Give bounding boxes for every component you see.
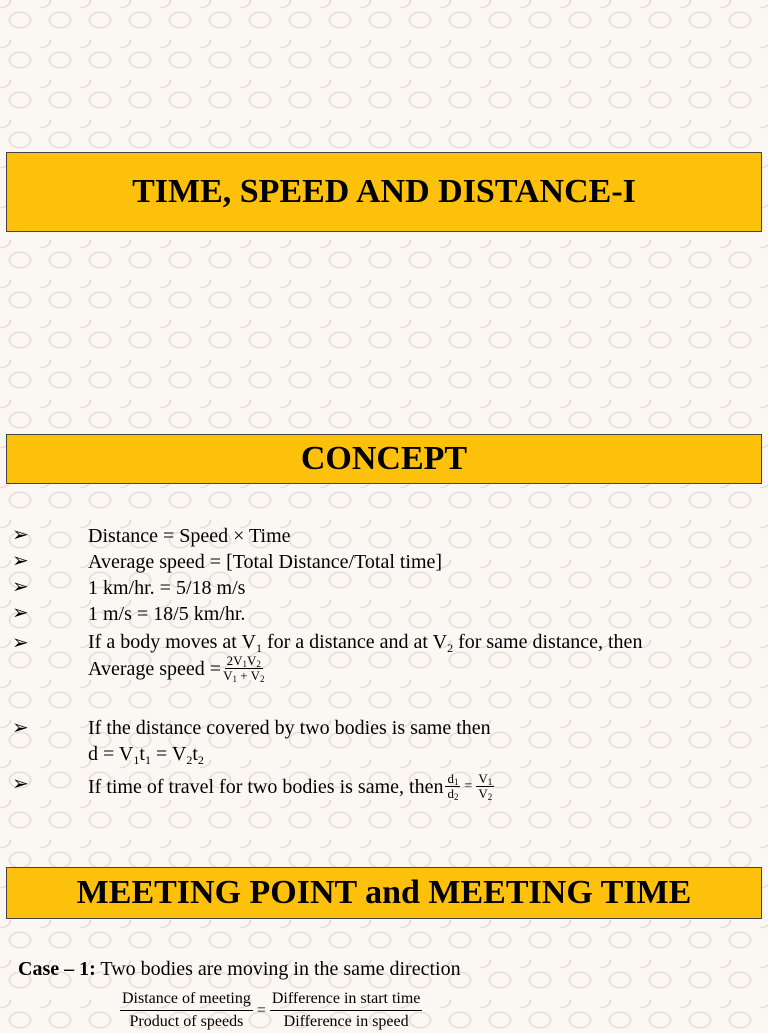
case-1-formula: $\frac{\text{Distance of meeting}}{\text{Product of speeds}}$ = $\frac{\text{Difference in start time}}{\text{Difference in speed}}$ bbox=[120, 988, 422, 1033]
average-speed-fraction: $\frac{2V_1V_2}{V_1 + V_2}$ bbox=[223, 653, 265, 684]
case-1-line bbox=[18, 958, 461, 981]
concept-banner bbox=[6, 434, 762, 484]
bullet-arrow-icon: ➢ bbox=[12, 715, 29, 739]
concept-kmhr-to-ms: 1 km/hr. = 5/18 m/s bbox=[88, 577, 246, 599]
concept-average-speed: Average speed = [Total Distance/Total time] bbox=[88, 551, 443, 573]
bullet-arrow-icon: ➢ bbox=[12, 548, 29, 572]
concept-same-distance: If the distance covered by two bodies is same then bbox=[88, 717, 491, 739]
page-title: TIME, SPEED AND DISTANCE-I bbox=[132, 173, 636, 210]
case-1-lhs-fraction: $\frac{\text{Distance of meeting}}{\text{Product of speeds}}$ bbox=[122, 990, 251, 1030]
bullet-arrow-icon: ➢ bbox=[12, 574, 29, 598]
case-1-label: Case – 1: bbox=[18, 958, 96, 980]
meeting-heading: MEETING POINT and MEETING TIME bbox=[76, 874, 692, 911]
same-distance-formula: $d = V_1t_1 = V_2t_2$ bbox=[88, 743, 204, 767]
average-speed-formula: Average speed = $\frac{2V_1V_2}{V_1 + V_2}$ bbox=[88, 653, 265, 684]
v-ratio-fraction: $\frac{V_1}{V_2}$ bbox=[478, 771, 493, 802]
bullet-arrow-icon: ➢ bbox=[12, 771, 29, 795]
meeting-banner bbox=[6, 867, 762, 919]
title-banner bbox=[6, 152, 762, 232]
bullet-arrow-icon: ➢ bbox=[12, 630, 29, 654]
bullet-arrow-icon: ➢ bbox=[12, 600, 29, 624]
concept-heading: CONCEPT bbox=[300, 440, 468, 477]
d-ratio-fraction: $\frac{d_1}{d_2}$ bbox=[447, 771, 459, 802]
bullet-arrow-icon: ➢ bbox=[12, 522, 29, 546]
case-1-rhs-fraction: $\frac{\text{Difference in start time}}{\text{Difference in speed}}$ bbox=[271, 990, 421, 1030]
concept-ms-to-kmhr: 1 m/s = 18/5 km/hr. bbox=[88, 603, 246, 625]
concept-two-speeds: If a body moves at $V_1$ for a distance and at $V_2$ for same distance, then bbox=[88, 631, 643, 655]
case-1-text: Two bodies are moving in the same direction bbox=[95, 958, 461, 980]
concept-same-time: If time of travel for two bodies is same, then $\frac{d_1}{d_2}$ = $\frac{V_1}{V_2}$ bbox=[88, 771, 493, 802]
concept-distance: Distance = Speed × Time bbox=[88, 525, 291, 547]
